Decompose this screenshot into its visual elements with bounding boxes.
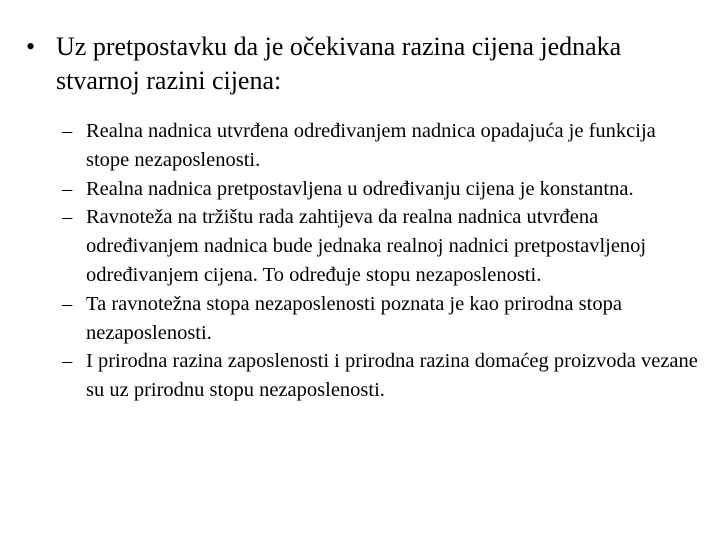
main-bullet-point <box>26 30 686 98</box>
dash-marker: – <box>62 350 73 373</box>
sub-bullet-item <box>62 203 702 289</box>
dash-marker: – <box>62 120 73 142</box>
main-bullet-text: Uz pretpostavku da je očekivana razina cijena jednaka stvarnoj razini cijena: <box>56 32 622 95</box>
sub-bullet-item <box>62 175 702 204</box>
sub-bullet-text: Ta ravnotežna stopa nezaposlenosti poznata je kao prirodna stopa nezaposlenosti. <box>86 292 622 344</box>
sub-bullet-item <box>62 347 702 405</box>
sub-bullet-text: Ravnoteža na tržištu rada zahtijeva da realna nadnica utvrđena određivanjem nadnica bude jednaka realnoj nadnici pretpostavljenoj određivanjem cijena. To određuje stopu nezaposlenosti. <box>86 206 647 286</box>
sub-bullet-text: Realna nadnica utvrđena određivanjem nadnica opadajuća je funkcija stope nezaposlenosti. <box>86 120 656 171</box>
dash-marker: – <box>62 177 73 200</box>
sub-bullet-list <box>62 117 702 405</box>
sub-bullet-text: Realna nadnica pretpostavljena u određivanju cijena je konstantna. <box>86 177 634 200</box>
sub-bullet-text: I prirodna razina zaposlenosti i prirodna razina domaćeg proizvoda vezane su uz prirodnu stopu nezaposlenosti. <box>86 350 698 402</box>
dash-marker: – <box>62 292 73 315</box>
dash-marker: – <box>62 206 73 229</box>
bullet-marker: • <box>26 32 36 61</box>
sub-bullet-item <box>62 117 702 175</box>
sub-bullet-item <box>62 290 702 348</box>
